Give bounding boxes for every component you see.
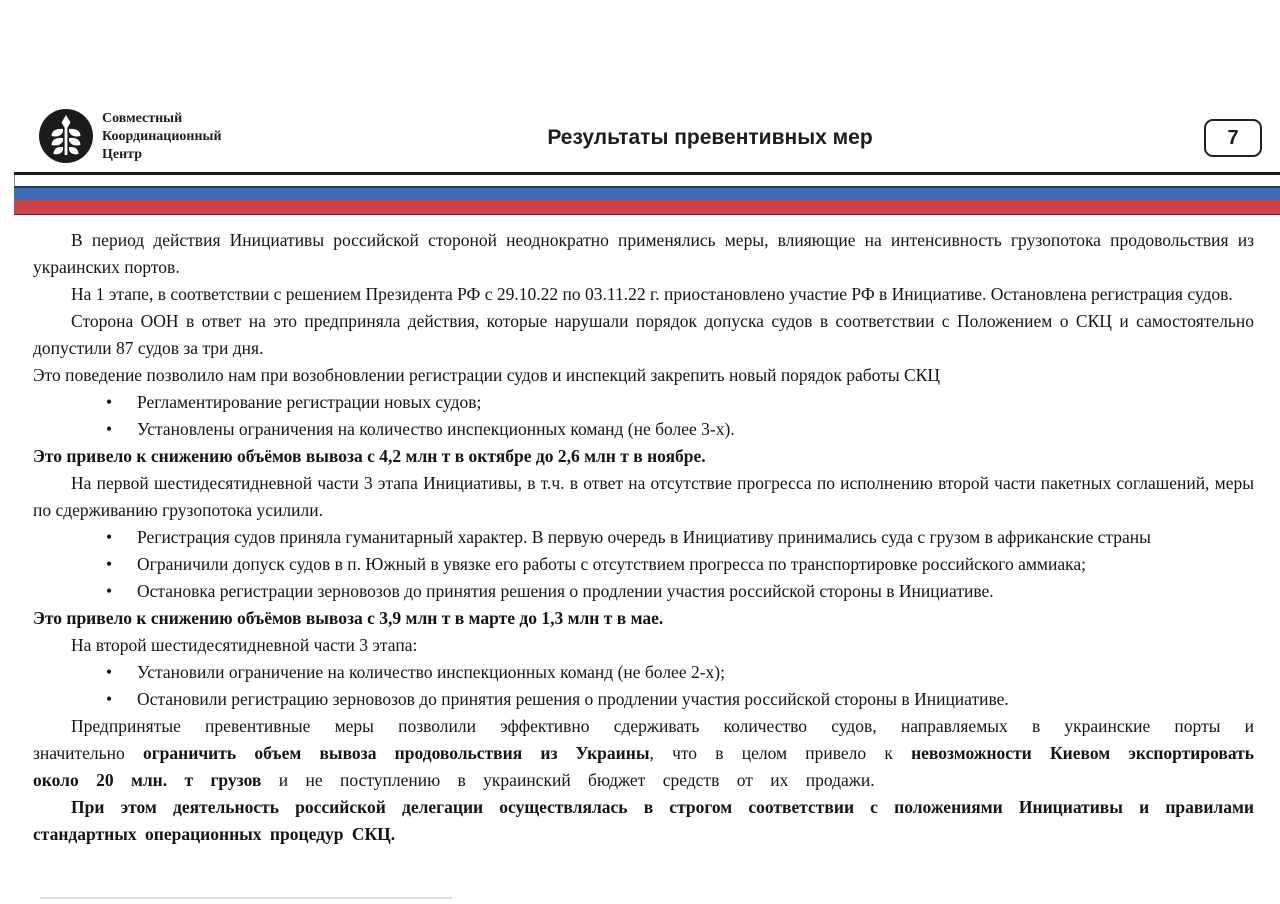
scan-artifact-line [40,897,452,899]
bullet-item: • Остановили регистрацию зерновозов до принятия решения о продлении участия российской стороны в Инициативе. [33,686,1254,713]
wheat-logo-icon [38,108,94,164]
org-name-line1: Совместный [102,111,183,126]
flag-red-stripe [14,200,1280,214]
bullet-item: • Ограничили допуск судов в п. Южный в увязке его работы с отсутствием прогресса по транспортировке российского аммиака; [33,551,1254,578]
bullet-item: • Регламентирование регистрации новых судов; [33,389,1254,416]
page-number: 7 [1227,126,1239,149]
paragraph: На второй шестидесятидневной части 3 этапа: [71,635,418,655]
paragraph: Сторона ООН в ответ на это предприняла действия, которые нарушали порядок допуска судов в соответствии с Положением о СКЦ и самостоятельно допустили 87 судов за три дня. [33,311,1254,358]
flag-bottom-line [14,214,1280,215]
bullet-item: • Регистрация судов приняла гуманитарный характер. В первую очередь в Инициативу принимались суда с грузом в африканские страны [33,524,1254,551]
page-number-badge [1204,119,1262,157]
paragraph: Это привело к снижению объёмов вывоза с 4,2 млн т в октябре до 2,6 млн т в ноябре. [33,446,706,466]
flag-blue-stripe [14,188,1280,200]
flag-white-stripe [14,175,1280,186]
paragraph: На первой шестидесятидневной части 3 этапа Инициативы, в т.ч. в ответ на отсутствие прогресса по исполнению второй части пакетных соглашений, меры по сдерживанию грузопотока усилили. [33,473,1254,520]
paragraph: В период действия Инициативы российской стороной неоднократно применялись меры, влияющие на интенсивность грузопотока продовольствия из украинских портов. [33,230,1254,277]
paragraph: Это привело к снижению объёмов вывоза с 3,9 млн т в марте до 1,3 млн т в мае. [33,608,664,628]
paragraph: На 1 этапе, в соответствии с решением Президента РФ с 29.10.22 по 03.11.22 г. приостановлено участие РФ в Инициативе. Остановлена регистрация судов. [71,284,1233,304]
bullet-item: • Установлены ограничения на количество инспекционных команд (не более 3-х). [33,416,1254,443]
russian-flag-banner [14,172,1280,215]
page-title: Результаты превентивных мер [547,126,873,149]
paragraph: Предпринятые превентивные меры позволили эффективно сдерживать количество судов, направляемых в украинские порты и значительно ограничить объем вывоза продовольствия из Украины, что в целом привело к невозможности Киевом экспортировать около 20 млн. т грузов и не поступлению в украинский бюджет средств от их продажи. [33,716,1254,790]
bullet-item: • Установили ограничение на количество инспекционных команд (не более 2-х); [33,659,1254,686]
bullet-item: • Остановка регистрации зерновозов до принятия решения о продлении участия российской стороны в Инициативе. [33,578,1254,605]
paragraph: При этом деятельность российской делегации осуществлялась в строгом соответствии с положениями Инициативы и правилами стандартных операционных процедур СКЦ. [33,797,1254,844]
org-name-line3: Центр [102,147,143,162]
document-body [33,227,1254,848]
org-name-line2: Координационный [102,129,222,144]
paragraph: Это поведение позволило нам при возобновлении регистрации судов и инспекций закрепить новый порядок работы СКЦ [33,365,940,385]
